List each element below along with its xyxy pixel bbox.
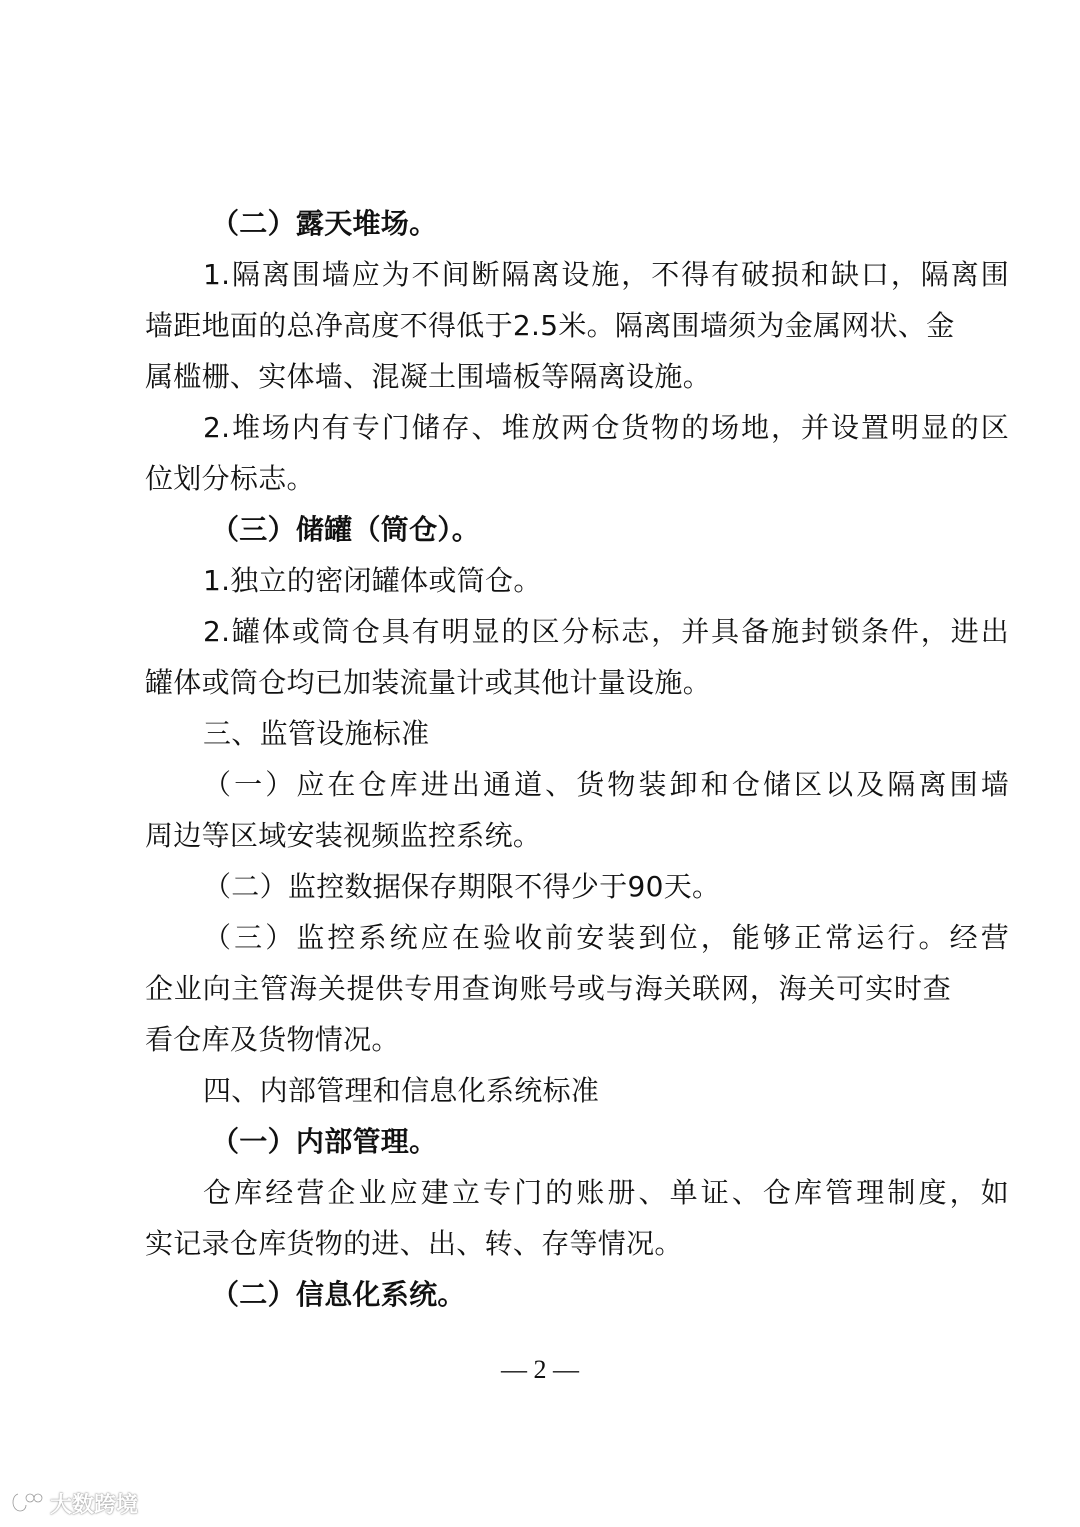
- paragraph-line: 墙距地面的总净高度不得低于2.5米。隔离围墙须为金属网状、金: [145, 309, 955, 342]
- chapter-heading: 四、内部管理和信息化系统标准: [203, 1074, 600, 1107]
- brand-logo-icon: [8, 1490, 44, 1516]
- paragraph-line: 仓库经营企业应建立专门的账册、单证、仓库管理制度，如: [203, 1176, 1009, 1209]
- paragraph-line: 看仓库及货物情况。: [145, 1023, 400, 1056]
- watermark: [8, 1488, 138, 1518]
- paragraph-line: （三）监控系统应在验收前安装到位，能够正常运行。经营: [203, 921, 1009, 954]
- paragraph-line: 罐体或筒仓均已加装流量计或其他计量设施。: [145, 666, 712, 699]
- paragraph-line: 实记录仓库货物的进、出、转、存等情况。: [145, 1227, 683, 1260]
- paragraph-line: 1.独立的密闭罐体或筒仓。: [203, 564, 542, 597]
- paragraph-line: 周边等区域安装视频监控系统。: [145, 819, 542, 852]
- section-heading: （三）储罐（筒仓）。: [211, 513, 481, 546]
- paragraph-line: 位划分标志。: [145, 462, 315, 495]
- section-heading: （一）内部管理。: [211, 1125, 438, 1158]
- section-heading: （二）露天堆场。: [211, 207, 438, 240]
- page-number: — 2 —: [501, 1355, 579, 1384]
- paragraph-line: 2.堆场内有专门储存、堆放两仓货物的场地，并设置明显的区: [203, 411, 1009, 444]
- paragraph-line: 企业向主管海关提供专用查询账号或与海关联网，海关可实时查: [145, 972, 951, 1005]
- section-heading: （二）信息化系统。: [211, 1278, 466, 1311]
- paragraph-line: （一）应在仓库进出通道、货物装卸和仓储区以及隔离围墙: [203, 768, 1009, 801]
- chapter-heading: 三、监管设施标准: [203, 717, 430, 750]
- paragraph-line: （二）监控数据保存期限不得少于90天。: [203, 870, 721, 903]
- paragraph-line: 2.罐体或筒仓具有明显的区分标志，并具备施封锁条件，进出: [203, 615, 1009, 648]
- watermark-text: 大数跨境: [50, 1492, 139, 1518]
- paragraph-line: 1.隔离围墙应为不间断隔离设施，不得有破损和缺口，隔离围: [203, 258, 1009, 291]
- paragraph-line: 属槛栅、实体墙、混凝土围墙板等隔离设施。: [145, 360, 712, 393]
